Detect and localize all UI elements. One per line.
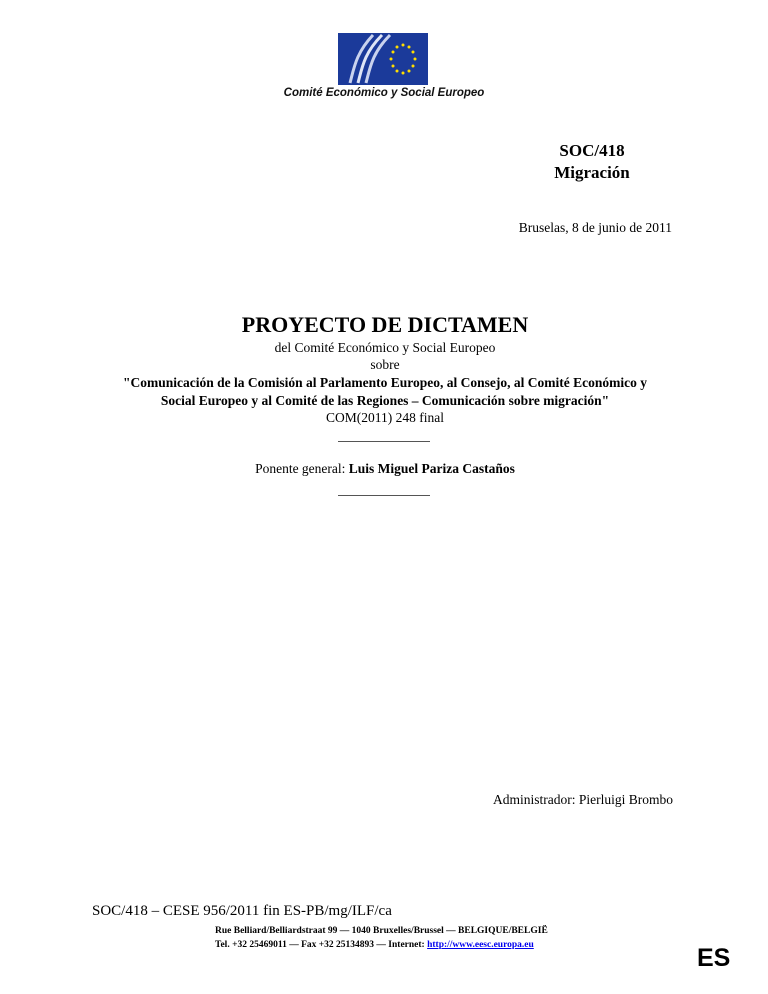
com-reference: COM(2011) 248 final (326, 410, 444, 425)
rapporteur-name: Luis Miguel Pariza Castaños (348, 461, 515, 476)
footer-address: Rue Belliard/Belliardstraat 99 — 1040 Bruxelles/Brussel — BELGIQUE/BELGIË (215, 926, 548, 936)
footer-contact-text: Tel. +32 25469011 — Fax +32 25134893 — Internet: (215, 940, 428, 950)
subtitle-sobre: sobre (370, 357, 400, 372)
website-link[interactable]: http://www.eesc.europa.eu (427, 940, 534, 950)
rapporteur-label: Ponente general: (255, 461, 346, 476)
subtitle-issuer: del Comité Económico y Social Europeo (274, 340, 496, 355)
document-date: Bruselas, 8 de junio de 2011 (518, 220, 672, 235)
rapporteur (60, 461, 710, 477)
subject-line-2: Social Europeo y al Comité de las Regiones – Comunicación sobre migración" (160, 393, 610, 408)
subject-line-1: "Comunicación de la Comisión al Parlamento Europeo, al Consejo, al Comité Económico y (123, 375, 647, 390)
footer-contact (215, 938, 548, 952)
language-code: ES (697, 944, 731, 972)
document-reference (527, 140, 657, 184)
reference-subject: Migración (554, 163, 630, 182)
logo-caption: Comité Económico y Social Europeo (283, 87, 485, 99)
document-title: PROYECTO DE DICTAMEN (241, 312, 529, 337)
footer-doc-reference: SOC/418 – CESE 956/2011 fin ES-PB/mg/ILF/ca (92, 903, 392, 919)
reference-code: SOC/418 (559, 141, 625, 160)
divider (338, 495, 430, 496)
divider (338, 441, 430, 442)
administrator: Administrador: Pierluigi Brombo (493, 792, 673, 807)
footer-address-block (215, 924, 548, 952)
eesc-logo-icon (338, 33, 428, 85)
document-subject (60, 374, 710, 410)
